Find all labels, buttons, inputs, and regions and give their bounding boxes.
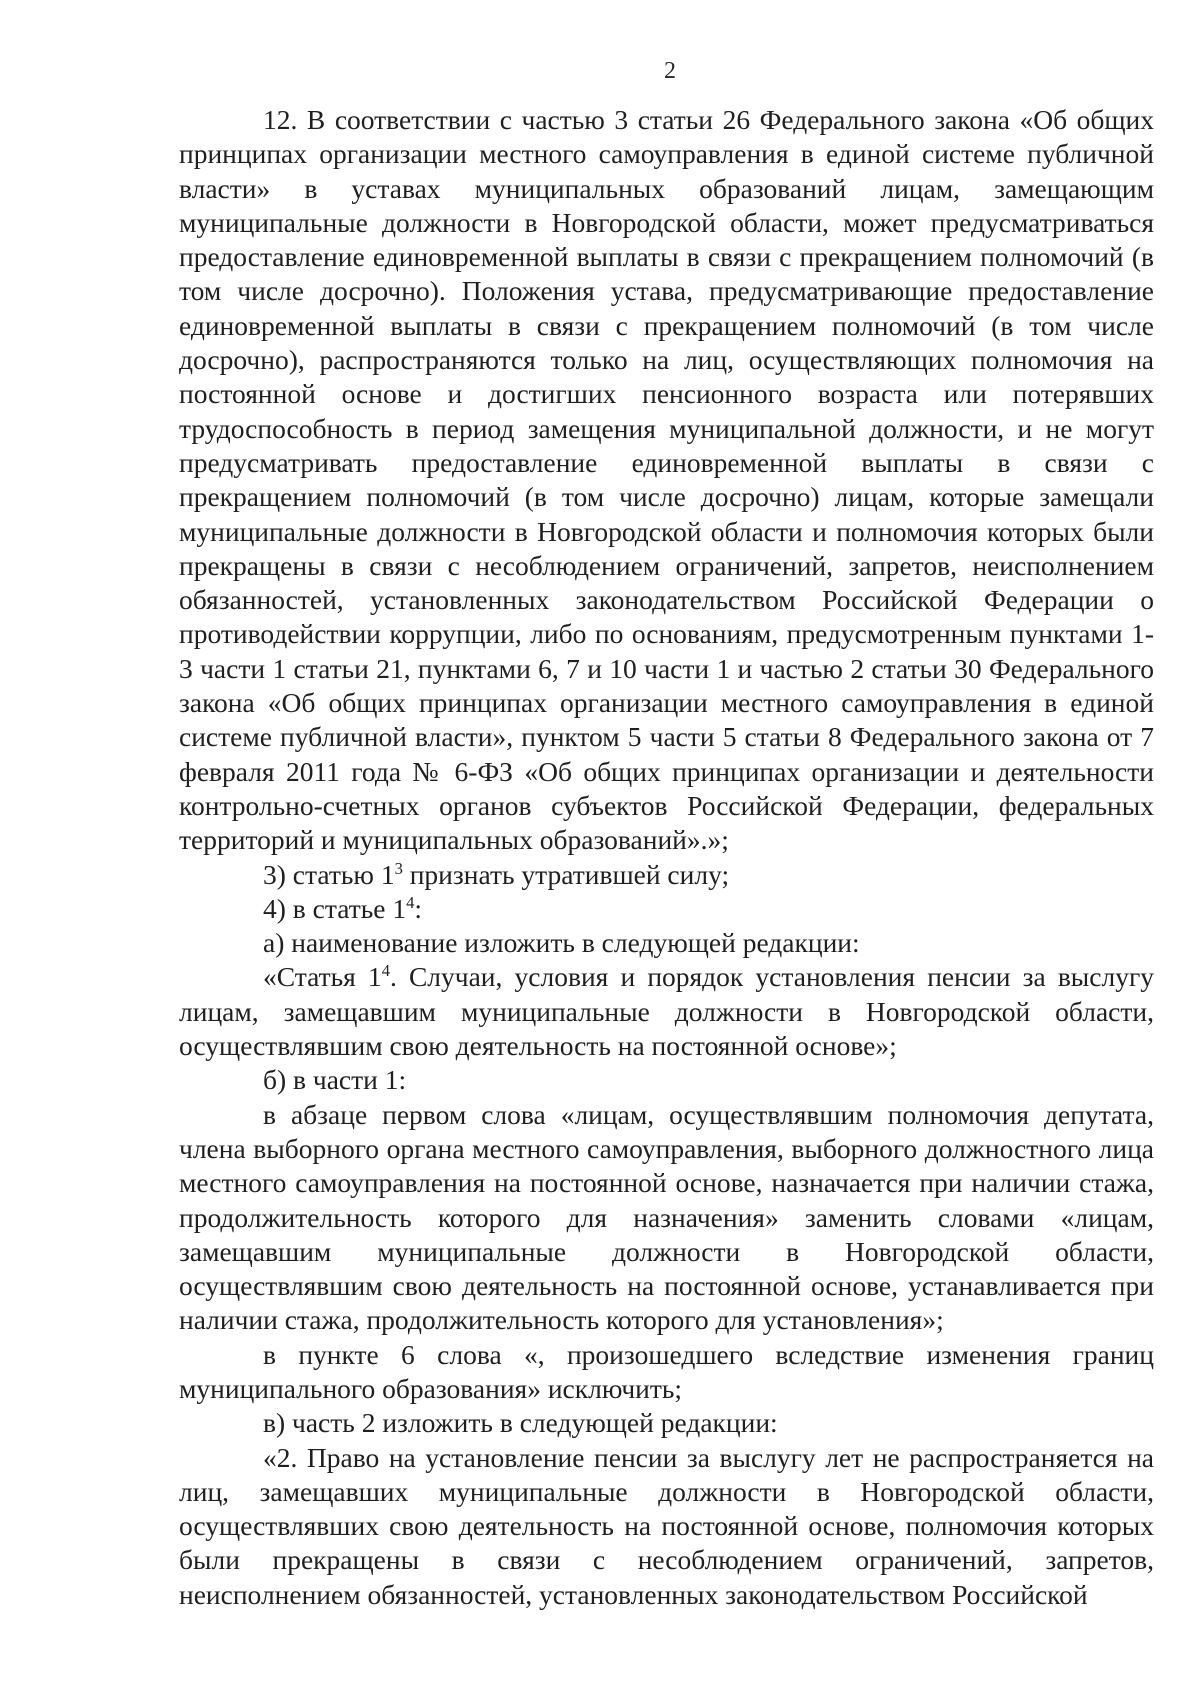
- paragraph-12: 12. В соответствии с частью 3 статьи 26 Федерального закона «Об общих принципах организации местного самоуправления в единой системе публичной власти» в уставах муниципальных образований лицам, замещающим муниципальные должности в Новгородской области, может предусматриваться предоставление единовременной выплаты в связи с прекращением полномочий (в том числе досрочно). Положения устава, предусматривающие предоставление единовременной выплаты в связи с прекращением полномочий (в том числе досрочно), распространяются только на лиц, осуществляющих полномочия на постоянной основе и достигших пенсионного возраста или потерявших трудоспособность в период замещения муниципальной должности, и не могут предусматривать предоставление единовременной выплаты в связи с прекращением полномочий (в том числе досрочно) лицам, которые замещали муниципальные должности в Новгородской области и полномочия которых были прекращены в связи с несоблюдением ограничений, запретов, неисполнением обязанностей, установленных законодательством Российской Федерации о противодействии коррупции, либо по основаниям, предусмотренным пунктами 1-3 части 1 статьи 21, пунктами 6, 7 и 10 части 1 и частью 2 статьи 30 Федерального закона «Об общих принципах организации местного самоуправления в единой системе публичной власти», пунктом 5 части 5 статьи 8 Федерального закона от 7 февраля 2011 года № 6-ФЗ «Об общих принципах организации и деятельности контрольно-счетных органов субъектов Российской Федерации, федеральных территорий и муниципальных образований».»;: [179, 104, 1154, 856]
- article-superscript: 3: [394, 858, 403, 878]
- paragraph-text-start: «Статья 1: [263, 961, 382, 993]
- paragraph-article-title: [179, 960, 1154, 1063]
- paragraph-first-abzac: в абзаце первом слова «лицам, осуществлявшим полномочия депутата, члена выборного органа местного самоуправления, выборного должностного лица местного самоуправления на постоянной основе, назначается при наличии стажа, продолжительность которого для назначения» заменить словами «лицам, замещавшим муниципальные должности в Новгородской области, осуществлявшим свою деятельность на постоянной основе, устанавливается при наличии стажа, продолжительность которого для установления»;: [179, 1098, 1154, 1336]
- paragraph-text-start: 3) статью 1: [263, 858, 395, 890]
- paragraph-point-6: в пункте 6 слова «, произошедшего вследствие изменения границ муниципального образования» исключить;: [179, 1338, 1154, 1404]
- article-superscript: 4: [381, 961, 390, 981]
- paragraph-subitem-v: в) часть 2 изложить в следующей редакции:: [263, 1407, 778, 1439]
- paragraph-text-end: :: [414, 892, 422, 924]
- paragraph-text-end: признать утратившей силу;: [402, 858, 730, 890]
- article-superscript: 4: [406, 892, 415, 912]
- page-number: 2: [664, 58, 676, 84]
- document-body: [179, 103, 1154, 1612]
- paragraph-text-end: . Случаи, условия и порядок установления пенсии за выслугу лицам, замещавшим муниципальные должности в Новгородской области, осуществлявшим свою деятельность на постоянной основе»;: [179, 961, 1154, 1062]
- paragraph-text-start: 4) в статье 1: [263, 892, 407, 924]
- paragraph-item-4: [179, 892, 1154, 926]
- paragraph-item-3: [179, 858, 1154, 892]
- paragraph-subitem-b: б) в части 1:: [263, 1064, 407, 1096]
- paragraph-part-2: «2. Право на установление пенсии за выслугу лет не распространяется на лиц, замещавших муниципальные должности в Новгородской области, осуществлявших свою деятельность на постоянной основе, полномочия которых были прекращены в связи с несоблюдением ограничений, запретов, неисполнением обязанностей, установленных законодательством Российской: [179, 1441, 1154, 1610]
- paragraph-subitem-a: а) наименование изложить в следующей редакции:: [263, 927, 860, 959]
